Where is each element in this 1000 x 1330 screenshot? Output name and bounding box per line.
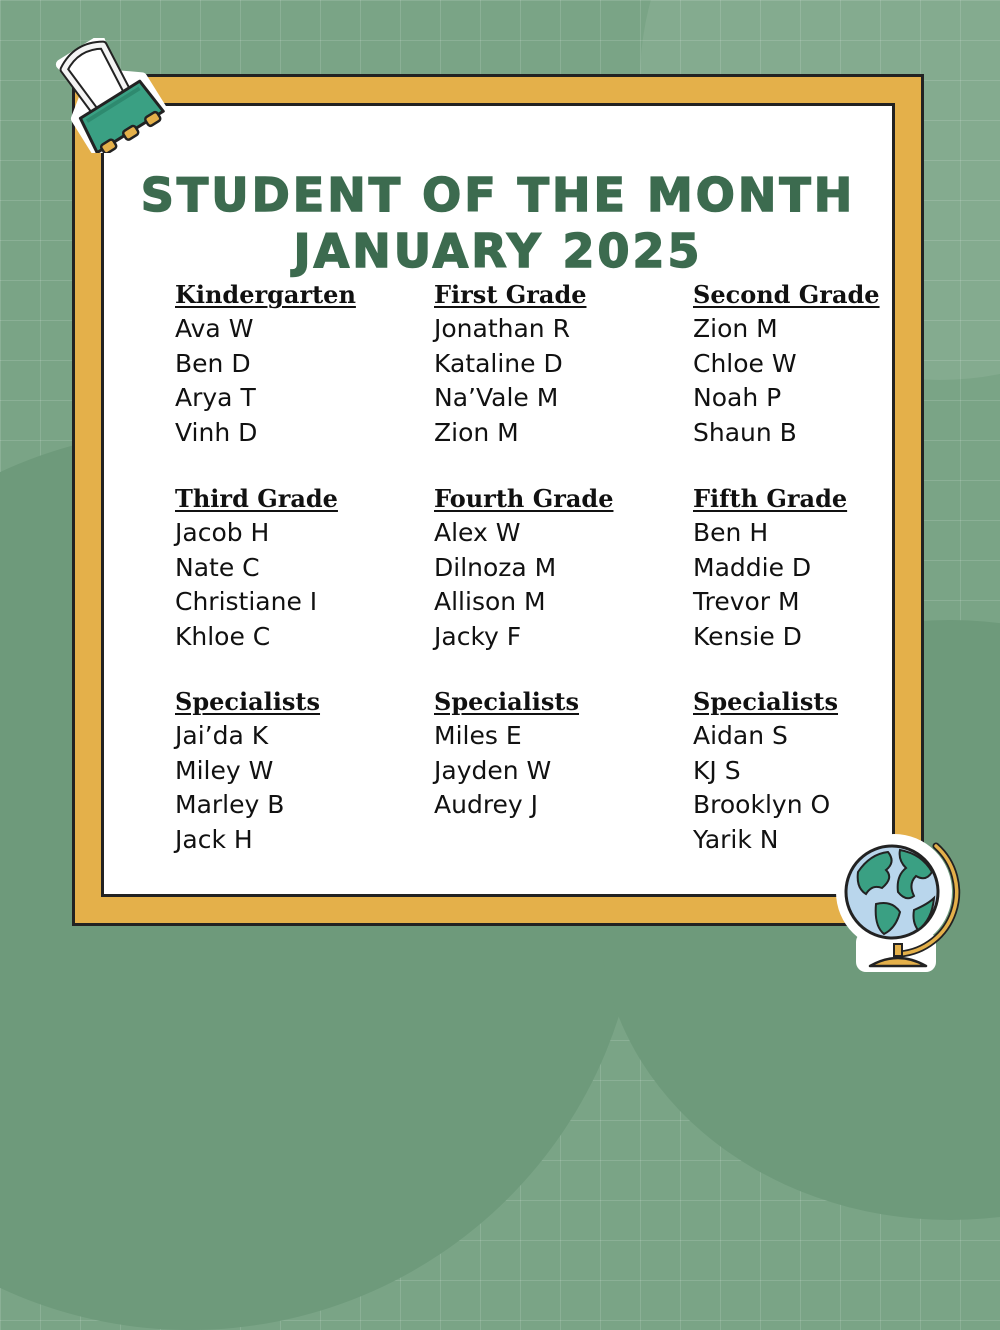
student-name: Brooklyn O	[693, 790, 831, 819]
group-third-grade	[175, 482, 405, 654]
student-name: Kataline D	[434, 348, 563, 378]
student-name: Alex W	[434, 518, 521, 547]
poster-frame	[72, 74, 924, 926]
student-name: Jayden W	[434, 755, 552, 785]
student-name: Jacob H	[175, 518, 270, 547]
group-heading: Kindergarten	[175, 280, 356, 309]
globe-icon	[836, 832, 966, 972]
group-first-grade	[434, 278, 664, 450]
student-name: Noah P	[693, 383, 782, 412]
student-name: Chloe W	[693, 348, 797, 378]
group-heading: Specialists	[693, 687, 839, 716]
student-name: Ava W	[175, 314, 254, 343]
student-name: Shaun B	[693, 417, 797, 447]
poster-board	[101, 103, 895, 897]
group-second-grade	[693, 278, 923, 450]
student-name: Vinh D	[175, 417, 258, 447]
student-name: Maddie D	[693, 552, 812, 582]
student-name: Yarik N	[693, 824, 779, 854]
student-name: Zion M	[693, 314, 778, 343]
group-specialists	[434, 685, 664, 823]
student-name: Na’Vale M	[434, 383, 559, 412]
student-name: Jacky F	[434, 621, 522, 651]
student-name: Zion M	[434, 417, 519, 447]
poster-title: STUDENT OF THE MONTH	[140, 168, 856, 222]
student-name: Trevor M	[693, 587, 800, 616]
student-name: Aidan S	[693, 721, 788, 750]
student-name: Marley B	[175, 790, 285, 819]
group-heading: Specialists	[434, 687, 580, 716]
student-list	[693, 516, 923, 654]
student-list	[175, 516, 405, 654]
student-name: Jai’da K	[175, 721, 269, 750]
student-name: Audrey J	[434, 790, 539, 819]
student-name: Christiane I	[175, 587, 318, 616]
student-name: Ben H	[693, 518, 769, 547]
student-name: Arya T	[175, 383, 256, 412]
student-list	[434, 719, 664, 823]
group-heading: Second Grade	[693, 280, 880, 309]
group-heading: Third Grade	[175, 484, 338, 513]
student-name: Dilnoza M	[434, 552, 557, 582]
student-name: Jonathan R	[434, 314, 570, 343]
student-list	[693, 312, 923, 450]
student-name: Kensie D	[693, 621, 802, 651]
student-name: Miles E	[434, 721, 522, 750]
poster-subtitle: JANUARY 2025	[293, 224, 703, 278]
group-fourth-grade	[434, 482, 664, 654]
student-list	[434, 516, 664, 654]
binder-clip-icon	[52, 38, 167, 153]
student-list	[175, 719, 405, 857]
student-name: Nate C	[175, 552, 260, 582]
student-name: Khloe C	[175, 621, 271, 651]
student-name: Jack H	[175, 824, 253, 854]
group-fifth-grade	[693, 482, 923, 654]
student-name: Allison M	[434, 587, 546, 616]
group-heading: First Grade	[434, 280, 587, 309]
student-list	[434, 312, 664, 450]
group-kindergarten	[175, 278, 405, 450]
group-specialists	[175, 685, 405, 857]
group-heading: Fourth Grade	[434, 484, 614, 513]
group-heading: Fifth Grade	[693, 484, 848, 513]
student-name: Ben D	[175, 348, 251, 378]
student-name: Miley W	[175, 755, 274, 785]
student-name: KJ S	[693, 755, 741, 785]
student-list	[175, 312, 405, 450]
group-heading: Specialists	[175, 687, 321, 716]
